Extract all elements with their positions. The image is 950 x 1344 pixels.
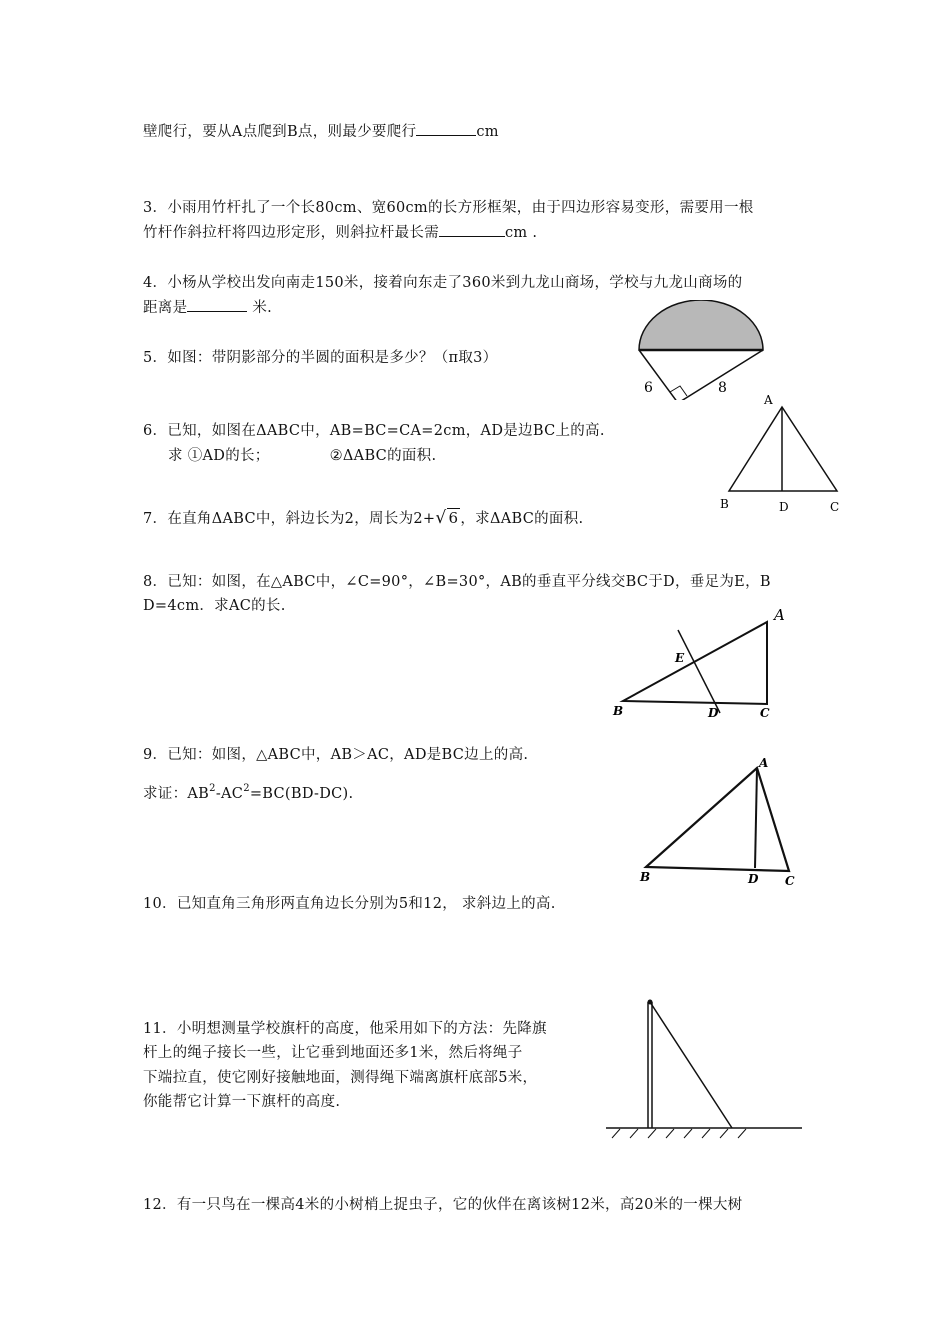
altitude-ad (755, 768, 757, 868)
q11-line1: 11．小明想测量学校旗杆的高度，他采用如下的方法：先降旗 (143, 1021, 547, 1037)
label-a: A (759, 756, 769, 770)
q2-answer-blank[interactable] (416, 120, 476, 136)
label-a: A (764, 393, 773, 407)
shaded-semicircle (639, 300, 763, 350)
label-e: E (675, 651, 685, 665)
q11-line2: 杆上的绳子接长一些，让它垂到地面还多1米，然后将绳子 (143, 1045, 523, 1061)
q12-text: 12．有一只鸟在一棵高4米的小树梢上捉虫子，它的伙伴在离该树12米，高20米的一棵大树 (143, 1197, 743, 1213)
proof-mid: -AC (215, 786, 244, 802)
exp-2: 2 (243, 783, 250, 795)
label-a: A (774, 606, 785, 624)
q2-tail (143, 120, 499, 141)
triangle-abc (646, 768, 789, 871)
q5-text: 5．如图：带阴影部分的半圆的面积是多少？（π取3） (143, 350, 498, 366)
q7-post: ，求ΔABC的面积. (460, 511, 584, 527)
q9-proof (143, 782, 353, 803)
label-b: B (640, 870, 651, 884)
q8-figure (610, 600, 795, 725)
q3-unit: cm . (505, 225, 538, 242)
q7-pre: 7．在直角ΔABC中，斜边长为2，周长为2+ (143, 511, 436, 527)
q11-line4: 你能帮它计算一下旗杆的高度. (143, 1094, 341, 1110)
q8-line2: D=4cm．求AC的长. (143, 598, 286, 614)
q6-line1: 6．已知，如图在ΔABC中，AB=BC=CA=2cm，AD是边BC上的高. (143, 423, 605, 439)
label-d: D (708, 706, 719, 720)
q11-line3: 下端拉直，使它刚好接触地面，测得绳下端离旗杆底部5米， (143, 1070, 538, 1086)
q8-line1: 8．已知：如图，在△ABC中，∠C=90°，∠B=30°，AB的垂直平分线交BC于D，垂足为E，B (143, 574, 771, 590)
label-eight: 8 (718, 380, 727, 396)
label-b: B (613, 704, 624, 718)
q4-unit: 米. (247, 300, 273, 317)
proof-post: =BC(BD-DC). (249, 786, 354, 802)
label-d: D (779, 500, 789, 514)
q4-line2 (143, 296, 272, 317)
label-b: B (720, 497, 729, 511)
q3-answer-blank[interactable] (439, 221, 505, 237)
q6-part1: 求 ①AD的长； (168, 448, 270, 464)
q11-figure (600, 995, 805, 1140)
q3-line1: 3．小雨用竹杆扎了一个长80cm、宽60cm的长方形框架，由于四边形容易变形，需要用一根 (143, 200, 754, 216)
rope-line (650, 1002, 732, 1128)
sqrt-six: √ 6 (435, 508, 459, 528)
q6-part2: ②ΔABC的面积. (329, 448, 437, 464)
label-c: C (830, 500, 840, 514)
q9-line1: 9．已知：如图，△ABC中，AB＞AC，AD是BC边上的高. (143, 747, 529, 763)
q3-line2-text: 竹杆作斜拉杆将四边形定形，则斜拉杆最长需 (143, 225, 439, 242)
pole-top-dot (648, 1000, 653, 1005)
q9-figure (630, 755, 810, 895)
q6-figure (712, 390, 847, 520)
q2-text: 壁爬行，要从A点爬到B点，则最少要爬行 (143, 124, 417, 141)
q4-line1: 4．小杨从学校出发向南走150米，接着向东走了360米到九龙山商场，学校与九龙山商场的 (143, 275, 743, 291)
q3-line2 (143, 221, 537, 242)
q7-text (143, 507, 583, 528)
q10-text: 10．已知直角三角形两直角边长分别为5和12， 求斜边上的高. (143, 896, 556, 912)
exp-1: 2 (209, 783, 216, 795)
label-d: D (748, 872, 759, 886)
q6-line2 (168, 444, 436, 465)
equilateral-triangle (729, 407, 837, 491)
q4-answer-blank[interactable] (187, 296, 247, 312)
q2-unit: cm (476, 124, 499, 141)
label-six: 6 (644, 380, 653, 396)
q5-figure (630, 300, 775, 400)
proof-pre: 求证：AB (143, 786, 210, 802)
label-c: C (785, 874, 795, 888)
perpendicular-bisector (678, 630, 720, 713)
q4-line2-text: 距离是 (143, 300, 188, 317)
radicand: 6 (448, 509, 459, 527)
label-c: C (760, 706, 770, 720)
ground-hatching (612, 1129, 746, 1138)
